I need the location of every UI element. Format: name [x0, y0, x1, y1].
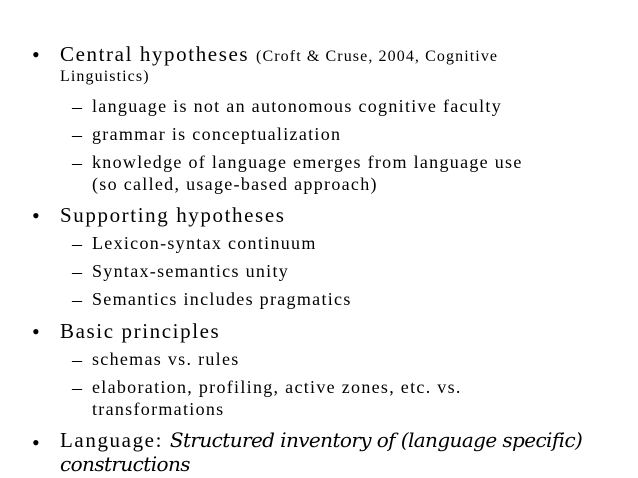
- sub-item: Semantics includes pragmatics: [92, 289, 352, 309]
- sub-item: language is not an autonomous cognitive faculty: [92, 96, 503, 116]
- bullet-dot: •: [32, 203, 40, 228]
- sub-dash: –: [72, 233, 82, 255]
- bullet-central-hypotheses: [60, 42, 498, 67]
- bullet-dot: •: [32, 319, 40, 344]
- sub-item: Lexicon-syntax continuum: [92, 233, 317, 253]
- bullet-label: Language:: [60, 428, 164, 452]
- sub-item: elaboration, profiling, active zones, etc. vs.: [92, 377, 462, 397]
- bullet-basic-principles: Basic principles: [60, 319, 221, 343]
- sub-dash: –: [72, 152, 82, 174]
- sub-dash: –: [72, 349, 82, 371]
- sub-item: knowledge of language emerges from language use: [92, 152, 523, 172]
- bullet-language: [60, 428, 582, 453]
- bullet-supporting-hypotheses: Supporting hypotheses: [60, 203, 286, 227]
- sub-item: schemas vs. rules: [92, 349, 240, 369]
- sub-dash: –: [72, 289, 82, 311]
- bullet-label: Central hypotheses: [60, 42, 250, 66]
- sub-dash: –: [72, 124, 82, 146]
- sub-dash: –: [72, 377, 82, 399]
- sub-item-continued: transformations: [92, 399, 225, 419]
- bullet-dot: •: [32, 42, 40, 67]
- citation: (Croft & Cruse, 2004, Cognitive: [256, 48, 499, 65]
- script-phrase: Structured inventory of (language specific): [169, 428, 583, 452]
- sub-item: grammar is conceptualization: [92, 124, 342, 144]
- sub-item-continued: (so called, usage-based approach): [92, 174, 378, 194]
- citation-continued: Linguistics): [60, 68, 150, 85]
- sub-dash: –: [72, 261, 82, 283]
- sub-dash: –: [72, 96, 82, 118]
- script-phrase-continued: constructions: [60, 452, 190, 476]
- bullet-dot: •: [32, 430, 40, 455]
- sub-item: Syntax-semantics unity: [92, 261, 290, 281]
